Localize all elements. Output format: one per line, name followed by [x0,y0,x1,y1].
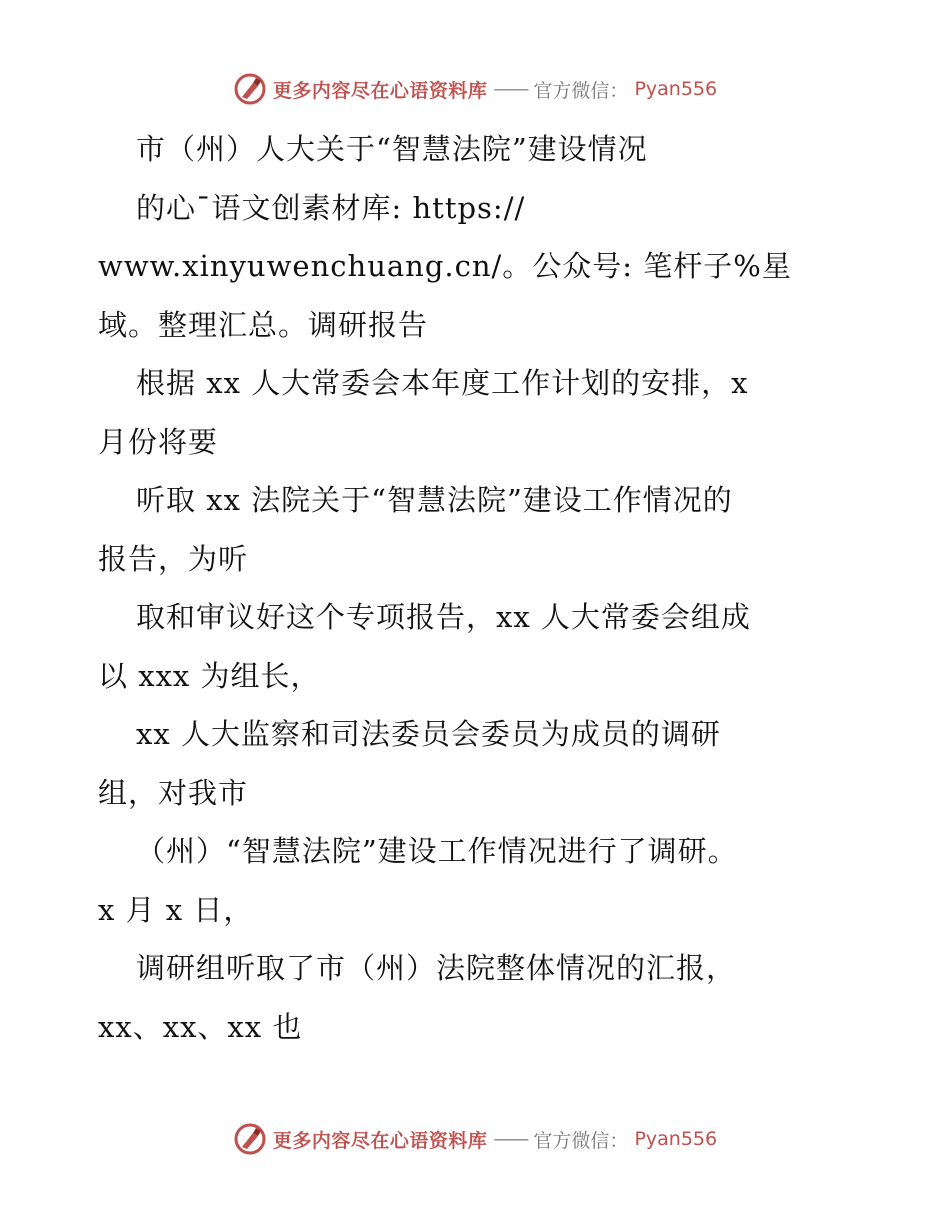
text-line: 报告，为听 [98,541,249,576]
text-line: 组，对我市 [98,775,249,810]
text-line: x 月 x 日， [98,892,254,927]
text-line: 的心¯语文创素材库: https:// [136,190,526,225]
text-line: 市（州）人大关于“智慧法院”建设情况 [136,132,648,166]
watermark-official-label: 官方微信： [533,79,629,102]
text-line: 取和审议好这个专项报告，xx 人大常委会组成 [136,600,751,634]
watermark-wechat-id: Pyan556 [634,1128,718,1150]
footer-watermark [0,1122,950,1156]
pen-nib-circle-icon [233,72,267,106]
watermark-dash: —— [493,1128,528,1150]
watermark-text: 更多内容尽在心语资料库 [272,79,488,102]
watermark-official-label: 官方微信： [533,1129,629,1152]
header-watermark [0,72,950,106]
text-line: xx、xx、xx 也 [98,1009,303,1044]
text-line: 听取 xx 法院关于“智慧法院”建设工作情况的 [136,483,733,517]
text-line: 根据 xx 人大常委会本年度工作计划的安排，x [136,366,749,400]
watermark-text: 更多内容尽在心语资料库 [272,1129,488,1152]
text-line: （州）“智慧法院”建设工作情况进行了调研。 [136,834,738,868]
document-body [98,120,898,1056]
watermark-wechat-id: Pyan556 [634,78,718,100]
text-line: 域。整理汇总。调研报告 [98,307,429,342]
text-line: 月份将要 [98,424,219,459]
pen-nib-circle-icon [233,1122,267,1156]
watermark-dash: —— [493,78,528,100]
text-line: www.xinyuwenchuang.cn/。公众号: 笔杆子%星 [98,249,792,283]
text-line: 调研组听取了市（州）法院整体情况的汇报， [136,951,737,985]
text-line: 以 xxx 为组长， [98,658,321,693]
text-line: xx 人大监察和司法委员会委员为成员的调研 [136,717,721,751]
